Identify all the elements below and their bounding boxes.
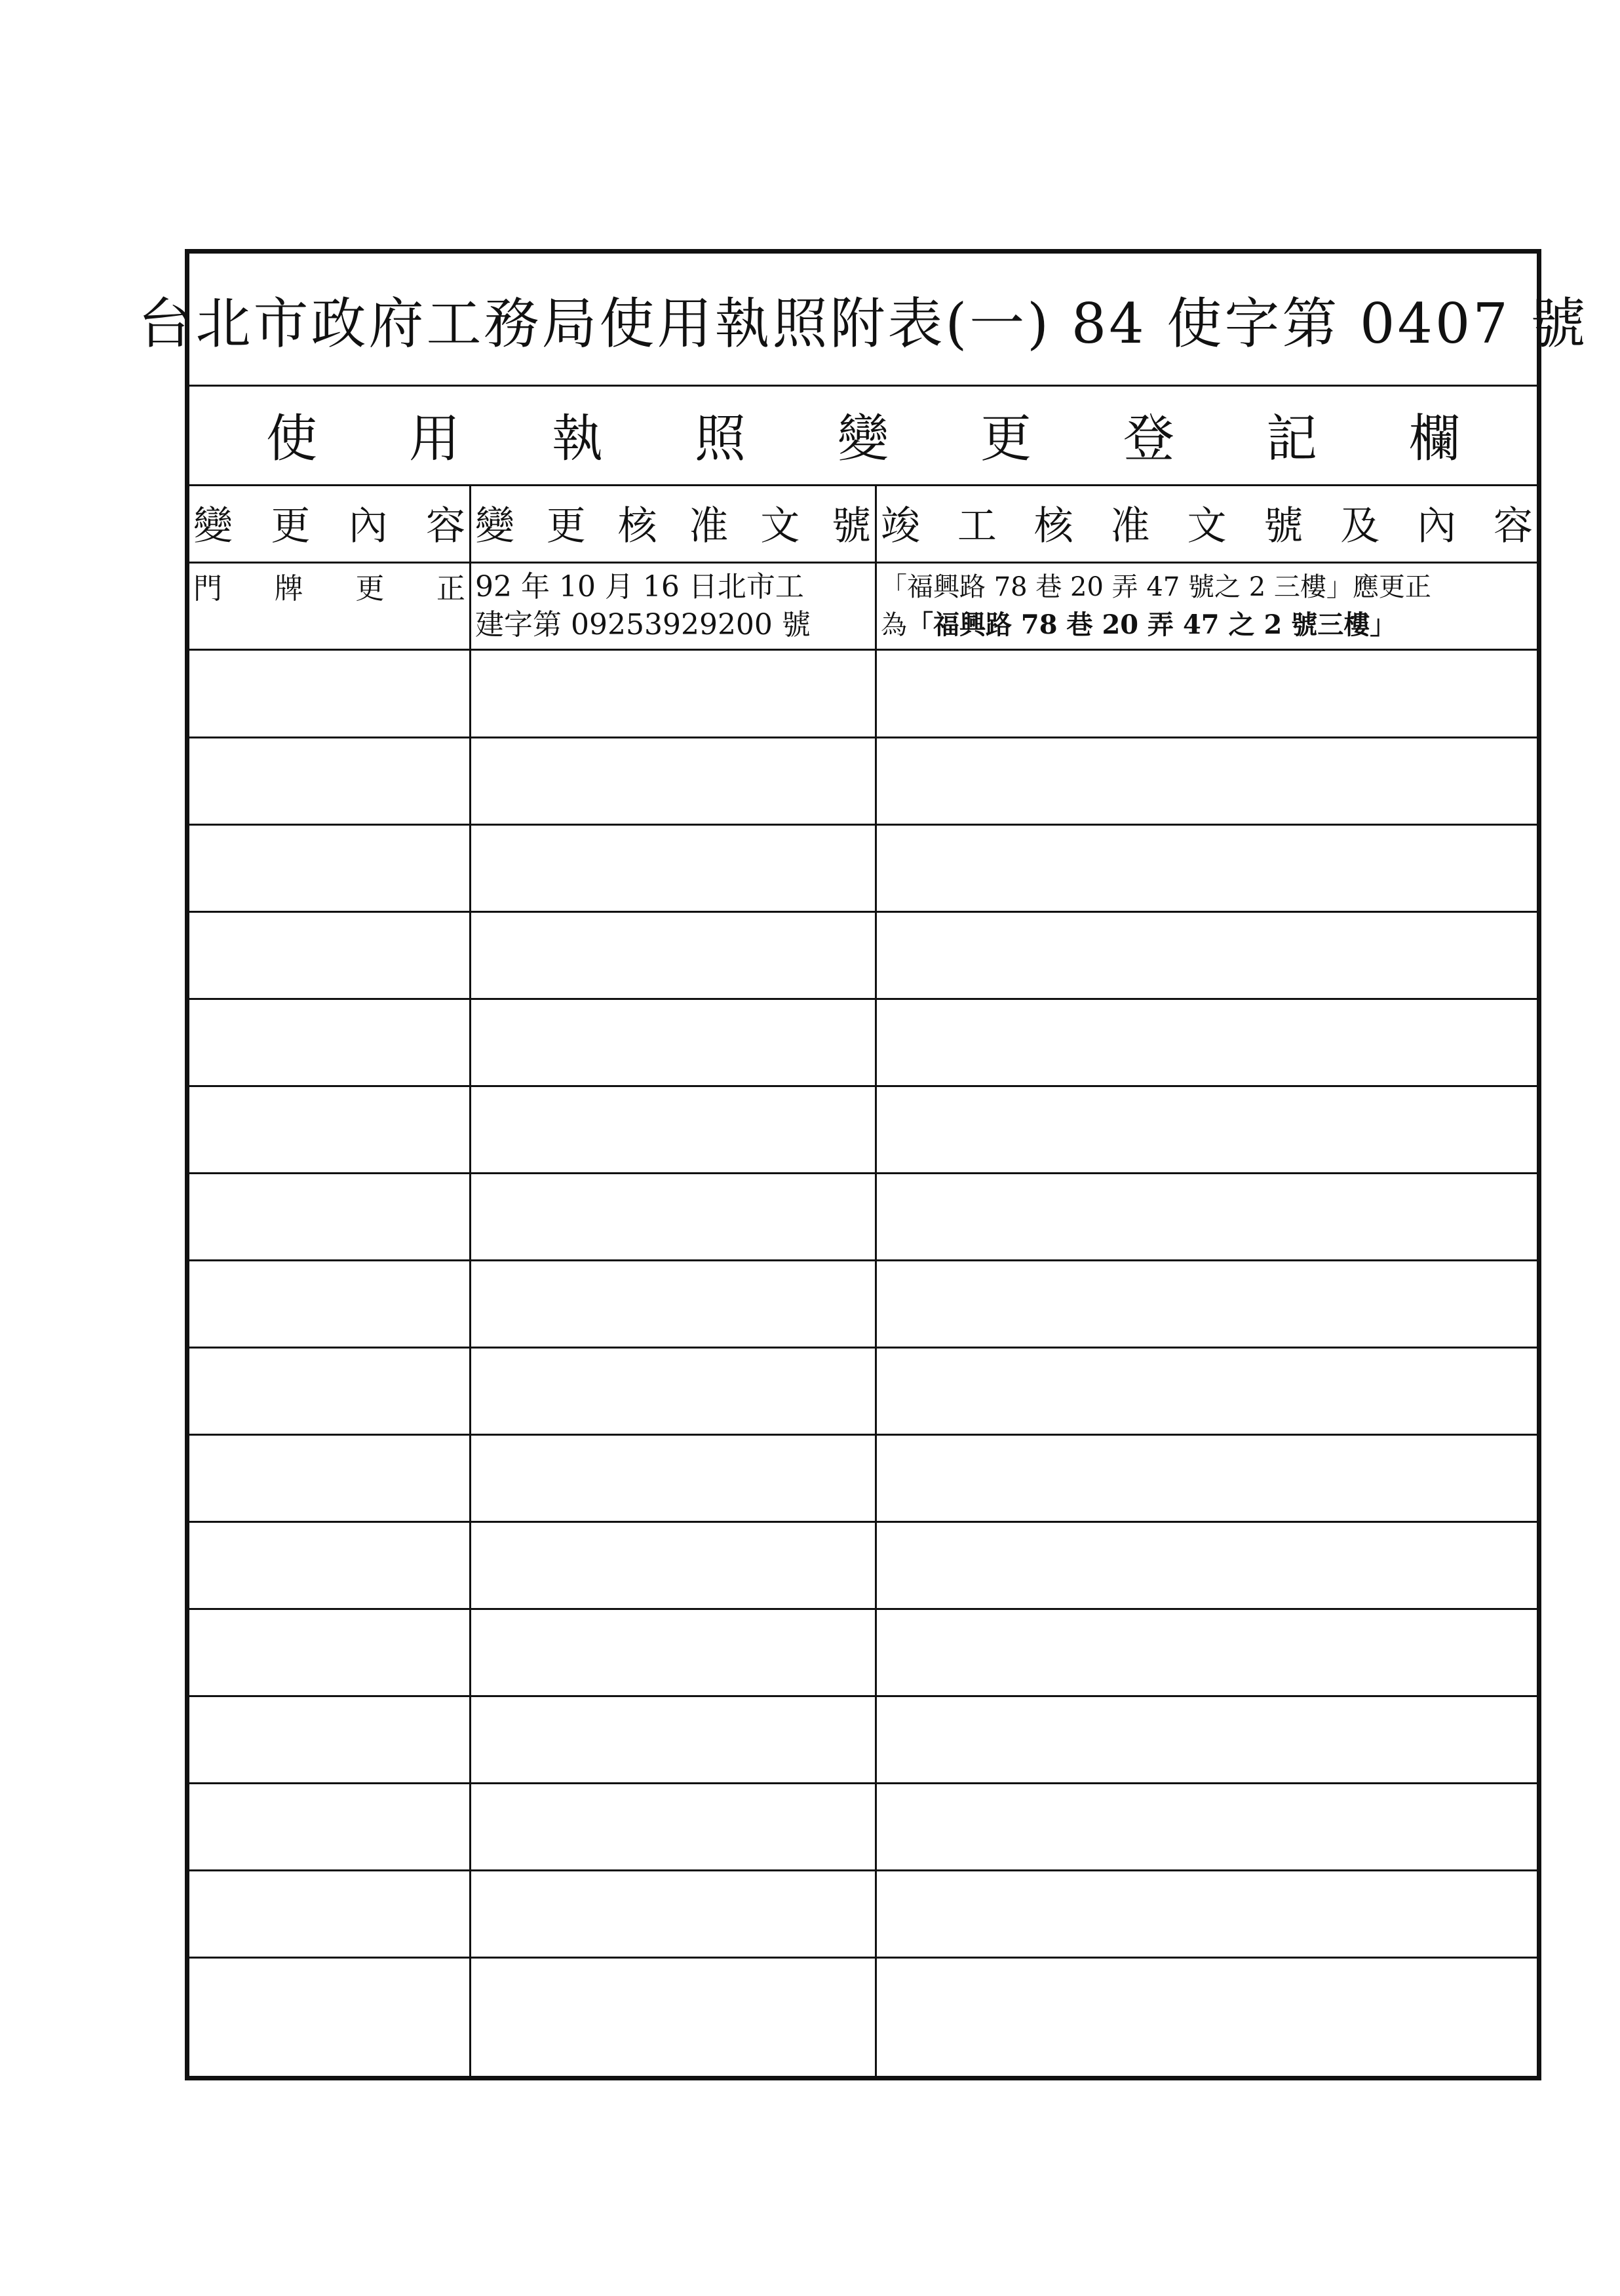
cell-change-content: 門 牌 更 正 [193, 572, 465, 605]
header-change-content [189, 484, 469, 562]
row-divider [189, 998, 1537, 1000]
column-divider [875, 484, 877, 2076]
registration-form [138, 249, 1589, 2080]
change-table [189, 484, 1537, 2076]
row-divider [189, 1957, 1537, 1959]
section-title: 使用執照變更登記欄 [266, 410, 1552, 469]
row-divider [189, 824, 1537, 826]
title-row [138, 254, 1589, 387]
table-row-approval-number [471, 564, 875, 649]
table-row-completion-details [877, 564, 1537, 649]
row-divider [189, 737, 1537, 738]
row-divider [189, 911, 1537, 913]
subtitle-row [189, 385, 1552, 486]
header-approval-number-text: 變 更 核 准 文 號 [475, 503, 871, 549]
row-divider [189, 1695, 1537, 1697]
row-divider [189, 1347, 1537, 1349]
row-divider [189, 1172, 1537, 1174]
row-divider [189, 1608, 1537, 1610]
row-divider [189, 1869, 1537, 1871]
row-divider [189, 1259, 1537, 1261]
row-divider [189, 649, 1537, 651]
cell-approval-line1: 92 年 10 月 16 日北市工 [475, 570, 804, 603]
row-divider [189, 1782, 1537, 1784]
row-divider [189, 1085, 1537, 1087]
row-divider [189, 1434, 1537, 1436]
row-divider [189, 1521, 1537, 1523]
table-row-change-content [189, 564, 469, 649]
cell-approval-line2: 建字第 09253929200 號 [475, 608, 811, 641]
header-completion-details-text: 竣 工 核 准 文 號 及 內 容 [881, 503, 1533, 549]
cell-completion-line1: 「福興路 78 巷 20 弄 47 號之 2 三樓」應更正 [881, 572, 1431, 602]
cell-completion-line2 [881, 606, 1533, 644]
header-completion-details [877, 484, 1537, 562]
column-divider [469, 484, 471, 2076]
page-title: 台北市政府工務局使用執照附表(一) 84 使字第 0407 號 [138, 291, 1589, 356]
cell-completion-line2-prefix: 為 [881, 610, 907, 640]
cell-completion-line2-bold: 「福興路 78 巷 20 弄 47 之 2 號三樓」 [907, 609, 1397, 640]
header-change-content-text: 變 更 內 容 [193, 503, 465, 549]
header-approval-number [471, 484, 875, 562]
